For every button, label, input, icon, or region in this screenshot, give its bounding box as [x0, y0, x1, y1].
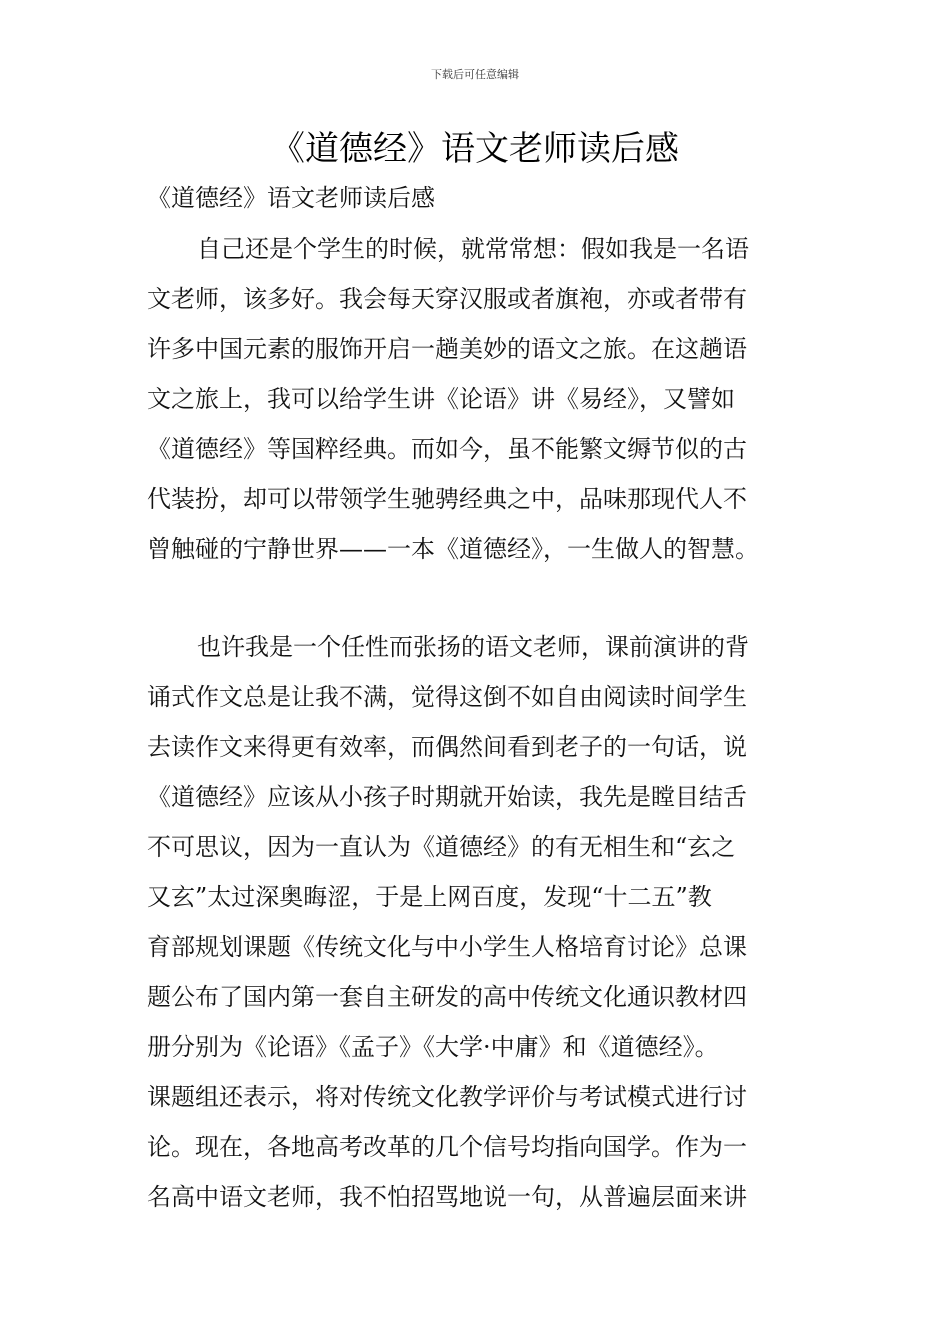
- paragraph-line: 册分别为《论语》《孟子》《大学·中庸》和《道德经》。: [147, 1033, 719, 1061]
- paragraph-line: 也许我是一个任性而张扬的语文老师，课前演讲的背: [197, 633, 749, 661]
- paragraph-line: 育部规划课题《传统文化与中小学生人格培育讨论》总课: [147, 933, 747, 961]
- paragraph-line: 自己还是个学生的时候，就常常想：假如我是一名语: [197, 235, 749, 263]
- paragraph-line: 《道德经》应该从小孩子时期就开始读，我先是瞠目结舌: [147, 783, 747, 811]
- header-note: 下载后可任意编辑: [431, 68, 519, 81]
- document-title: 《道德经》语文老师读后感: [271, 129, 679, 169]
- paragraph-2: [147, 622, 807, 1222]
- paragraph-line: 《道德经》等国粹经典。而如今，虽不能繁文缛节似的古: [147, 435, 747, 463]
- paragraph-line: 名高中语文老师，我不怕招骂地说一句，从普遍层面来讲: [147, 1183, 747, 1211]
- paragraph-line: 论。现在，各地高考改革的几个信号均指向国学。作为一: [147, 1133, 747, 1161]
- paragraph-line: 课题组还表示，将对传统文化教学评价与考试模式进行讨: [147, 1083, 747, 1111]
- paragraph-line: 文老师，该多好。我会每天穿汉服或者旗袍，亦或者带有: [147, 285, 747, 313]
- paragraph-line: 不可思议，因为一直认为《道德经》的有无相生和“玄之: [147, 833, 736, 861]
- paragraph-line: 又玄”太过深奥晦涩，于是上网百度，发现“十二五”教: [147, 883, 712, 911]
- paragraph-line: 诵式作文总是让我不满，觉得这倒不如自由阅读时间学生: [147, 683, 747, 711]
- paragraph-line: 许多中国元素的服饰开启一趟美妙的语文之旅。在这趟语: [147, 335, 747, 363]
- paragraph-line: 文之旅上，我可以给学生讲《论语》讲《易经》，又譬如: [147, 385, 735, 413]
- paragraph-line: 去读作文来得更有效率，而偶然间看到老子的一句话，说: [147, 733, 747, 761]
- paragraph-1: [147, 224, 807, 574]
- paragraph-line: 题公布了国内第一套自主研发的高中传统文化通识教材四: [147, 983, 747, 1011]
- paragraph-line: 代装扮，却可以带领学生驰骋经典之中，品味那现代人不: [147, 485, 747, 513]
- paragraph-line: 曾触碰的宁静世界——一本《道德经》，一生做人的智慧。: [147, 535, 759, 563]
- document-subtitle: 《道德经》语文老师读后感: [147, 184, 435, 212]
